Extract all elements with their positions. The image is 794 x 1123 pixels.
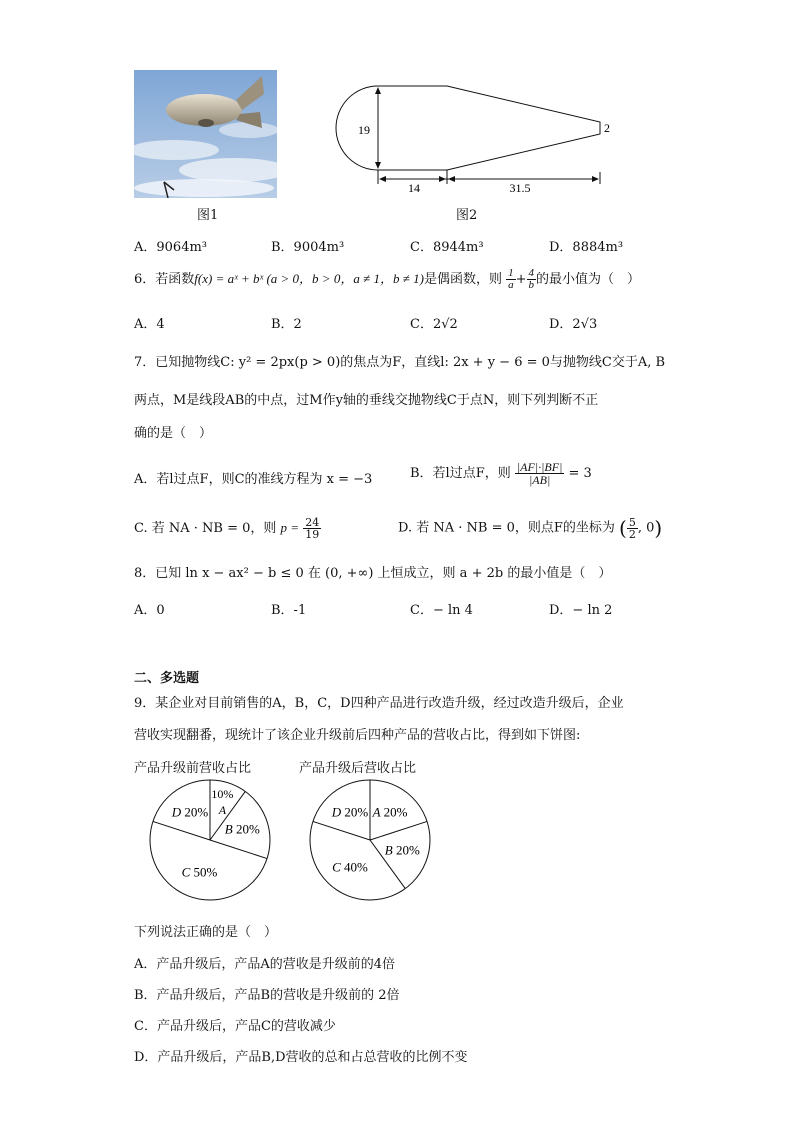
pie-chart-before xyxy=(140,770,290,910)
pie-slice-label-c: C 40% xyxy=(332,859,368,875)
fig2-height-label: 19 xyxy=(358,123,370,137)
q7-line-3: 确的是（ ） xyxy=(134,426,213,441)
pie-before-title: 产品升级前营收占比 xyxy=(134,761,252,776)
q9-option-b: B．产品升级后，产品B的营收是升级前的 2倍 xyxy=(134,988,400,1003)
airship-dimension-diagram xyxy=(330,76,630,196)
q8-stem: 8．已知 ln x − ax² − b ≤ 0 在 (0, +∞) 上恒成立，则 a + 2b 的最小值是（ ） xyxy=(134,566,612,581)
q5-option-b: B．9004m³ xyxy=(271,240,345,255)
q6-stem-mid: 是偶函数，则 xyxy=(423,272,502,287)
q7-c-fraction: $\frac{24}{19}$ xyxy=(305,516,320,541)
figure-1-photo xyxy=(134,70,277,198)
q9-option-c: C．产品升级后，产品C的营收减少 xyxy=(134,1019,336,1034)
figure-2-diagram xyxy=(330,76,630,196)
q6-option-b: B．2 xyxy=(271,317,302,332)
q6-stem xyxy=(134,266,640,293)
pie-slice-label-c: C 50% xyxy=(181,864,218,880)
q7-b-fraction: $\frac{|AF|\cdot|BF|}{|AB|}$ xyxy=(516,460,563,487)
q8-option-c: C．− ln 4 xyxy=(410,603,473,618)
q7-line-1: 7．已知抛物线C: y² = 2px(p > 0)的焦点为F，直线l: 2x + y − 6 = 0与抛物线C交于A, B xyxy=(134,355,666,370)
q7-line-2: 两点，M是线段AB的中点，过M作y轴的垂线交抛物线C于点N，则下列判断不正 xyxy=(134,393,599,408)
fig2-tail-label: 2 xyxy=(604,121,610,135)
q5-option-c: C．8944m³ xyxy=(410,240,484,255)
q7-option-b: B．若l过点F，则 $\frac{|AF|\cdot|BF|}{|AB|}$ = 3 xyxy=(410,460,592,487)
airship-photo xyxy=(134,70,277,198)
fig2-dim1-label: 14 xyxy=(408,181,420,195)
pie-slice-label-d: D 20% xyxy=(331,804,369,820)
q7-option-c: C. 若 NA · NB = 0，则 p = $\frac{24}{19}$ xyxy=(134,516,320,541)
q9-line-1: 9．某企业对目前销售的A，B，C，D四种产品进行改造升级，经过改造升级后，企业 xyxy=(134,696,624,711)
q6-stem-pre: 6．若函数 xyxy=(134,272,195,287)
section-title-multiple-choice: 二、多选题 xyxy=(134,671,200,686)
q9-option-a: A．产品升级后，产品A的营收是升级前的4倍 xyxy=(134,957,396,972)
q7-option-d: D. 若 NA · NB = 0，则点F的坐标为 ( $\frac{5}{2}$ , 0) xyxy=(398,515,663,541)
q6-stem-post: 的最小值为（ ） xyxy=(536,272,641,287)
q9-line-2: 营收实现翻番，现统计了该企业升级前后四种产品的营收占比，得到如下饼图: xyxy=(134,728,581,743)
q6-plus: + xyxy=(515,272,527,287)
q5-option-d: D．8884m³ xyxy=(549,240,624,255)
q7-option-a: A．若l过点F，则C的准线方程为 x = −3 xyxy=(134,472,373,487)
q8-option-b: B．-1 xyxy=(271,603,307,618)
pie-slice-label-b: B 20% xyxy=(224,821,260,837)
figure-2-caption: 图2 xyxy=(456,208,478,223)
q6-option-a: A．4 xyxy=(134,317,165,332)
q9-stem: 下列说法正确的是（ ） xyxy=(134,925,278,940)
pie-slice-label-b: B 20% xyxy=(384,842,420,858)
pie-chart-after xyxy=(300,770,450,910)
q6-function: f(x) = aˣ + bˣ (a > 0，b > 0，a ≠ 1，b ≠ 1) xyxy=(194,271,424,286)
q6-option-c: C．2√2 xyxy=(410,317,458,332)
pie-slice-label-d: D 20% xyxy=(171,804,209,820)
q6-fraction-1: $\frac{1}{a}$ xyxy=(508,267,514,291)
pie-slice-label-a: 10% A xyxy=(211,787,234,817)
q9-option-d: D．产品升级后，产品B,D营收的总和占总营收的比例不变 xyxy=(134,1050,468,1065)
pie-slice-label-a: A 20% xyxy=(372,804,408,820)
q7-d-fraction: $\frac{5}{2}$ xyxy=(628,515,636,541)
pie-after-title: 产品升级后营收占比 xyxy=(299,761,417,776)
q8-option-a: A．0 xyxy=(134,603,165,618)
q8-option-d: D．− ln 2 xyxy=(549,603,613,618)
q6-fraction-2: $\frac{4}{b}$ xyxy=(528,267,534,291)
figure-1-caption: 图1 xyxy=(197,208,219,223)
fig2-dim2-label: 31.5 xyxy=(509,181,531,195)
q5-option-a: A．9064m³ xyxy=(134,240,208,255)
q6-option-d: D．2√3 xyxy=(549,317,598,332)
